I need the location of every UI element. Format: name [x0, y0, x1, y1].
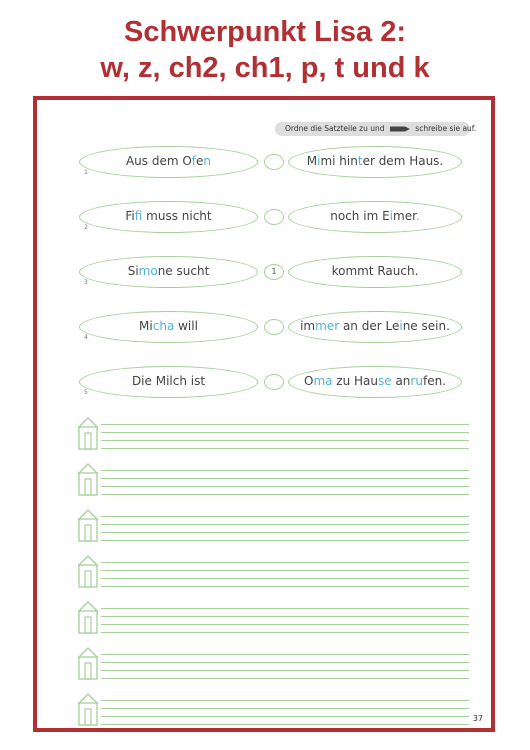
writing-line-2[interactable] — [77, 466, 469, 494]
row-number: 1 — [84, 169, 88, 176]
writing-line-5[interactable] — [77, 604, 469, 632]
writing-line-6[interactable] — [77, 650, 469, 678]
left-phrase-4: 4 Micha will — [79, 311, 258, 343]
answer-circle-2[interactable] — [264, 209, 284, 225]
house-icon — [77, 692, 99, 726]
answer-circle-5[interactable] — [264, 374, 284, 390]
row-number: 2 — [84, 224, 88, 231]
instruction-banner — [275, 122, 477, 136]
match-row-5 — [37, 366, 491, 400]
right-phrase-1: Mimi hinter dem Haus. — [288, 146, 462, 178]
row-number: 5 — [84, 389, 88, 396]
answer-circle-3[interactable]: 1 — [264, 264, 284, 280]
right-phrase-3: kommt Rauch. — [288, 256, 462, 288]
writing-line-7[interactable] — [77, 696, 469, 724]
match-row-4 — [37, 311, 491, 345]
title-line-1: Schwerpunkt Lisa 2: — [123, 16, 406, 48]
house-icon — [77, 416, 99, 450]
row-number: 4 — [84, 334, 88, 341]
answer-circle-1[interactable] — [264, 154, 284, 170]
left-phrase-3: 3 Simone sucht — [79, 256, 258, 288]
house-icon — [77, 600, 99, 634]
writing-line-3[interactable] — [77, 512, 469, 540]
match-row-3 — [37, 256, 491, 290]
worksheet-frame — [33, 96, 495, 732]
match-row-2 — [37, 201, 491, 235]
right-phrase-5: Oma zu Hause anrufen. — [288, 366, 462, 398]
house-icon — [77, 462, 99, 496]
page-title — [0, 14, 530, 86]
writing-line-4[interactable] — [77, 558, 469, 586]
house-icon — [77, 508, 99, 542]
answer-circle-4[interactable] — [264, 319, 284, 335]
instruction-text-1: Ordne die Satzteile zu und — [285, 124, 385, 133]
title-line-2: w, z, ch2, ch1, p, t und k — [100, 52, 430, 84]
right-phrase-4: immer an der Leine sein. — [288, 311, 462, 343]
writing-line-1[interactable] — [77, 420, 469, 448]
pencil-icon — [390, 126, 410, 132]
right-phrase-2: noch im Eimer. — [288, 201, 462, 233]
page-number: 37 — [472, 714, 483, 723]
match-row-1 — [37, 146, 491, 180]
house-icon — [77, 554, 99, 588]
house-icon — [77, 646, 99, 680]
left-phrase-1: 1 Aus dem Ofen — [79, 146, 258, 178]
left-phrase-5: 5 Die Milch ist — [79, 366, 258, 398]
instruction-text-2: schreibe sie auf. — [415, 124, 477, 133]
left-phrase-2: 2 Fifi muss nicht — [79, 201, 258, 233]
row-number: 3 — [84, 279, 88, 286]
